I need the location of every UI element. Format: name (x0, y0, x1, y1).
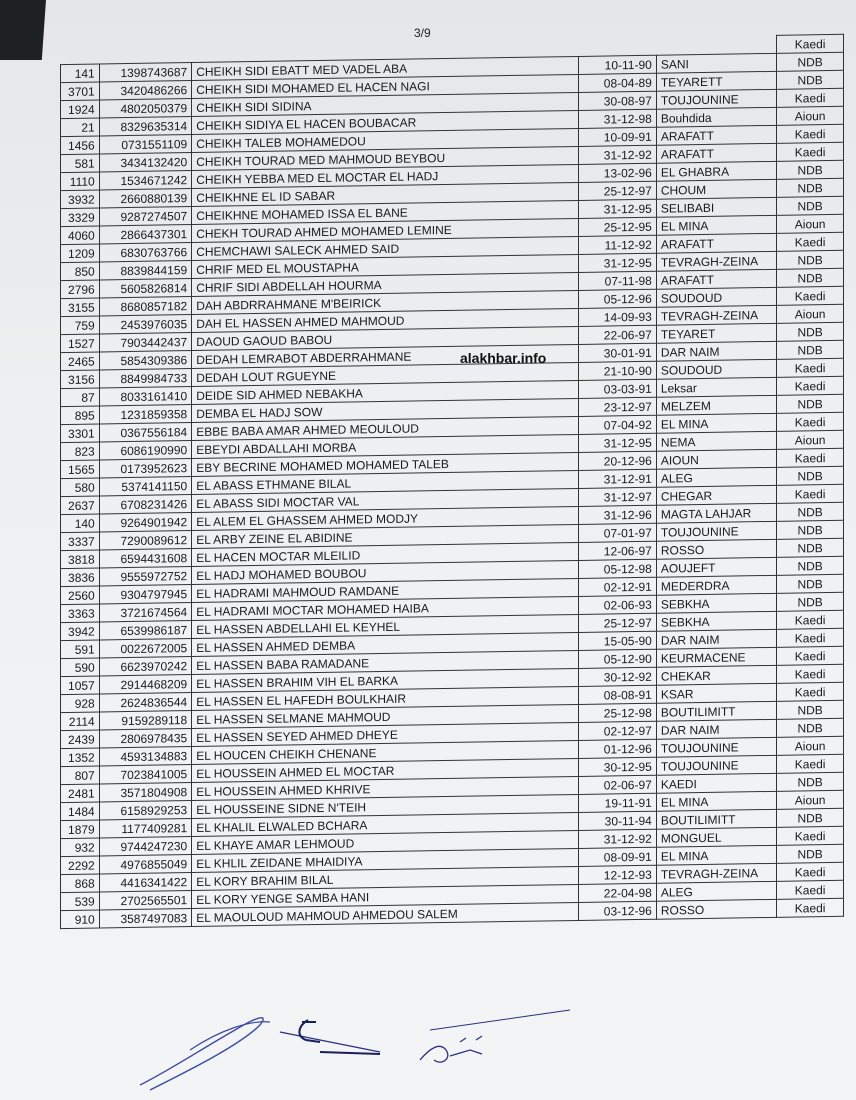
birth-date-cell: 25-12-95 (579, 217, 656, 236)
nni-cell: 4802050379 (99, 99, 191, 118)
destination-cell: NDB (777, 268, 844, 287)
birth-place-cell: BOUTILIMITT (656, 701, 776, 721)
birth-date-cell: 10-09-91 (579, 127, 656, 146)
row-id-cell: 3156 (61, 370, 100, 389)
birth-place-cell: SEBKHA (656, 611, 776, 631)
birth-place-cell: ARAFATT (656, 233, 776, 253)
nni-cell: 2914468209 (99, 675, 191, 694)
birth-place-cell: EL MINA (656, 215, 776, 235)
name-cell: EL KHALIL ELWALED BCHARA (192, 812, 579, 836)
nni-cell: 3587497083 (99, 909, 191, 928)
birth-place-cell: DAR NAIM (656, 719, 776, 739)
birth-place-cell: TEVRAGH-ZEINA (656, 251, 776, 271)
name-cell: CHEMCHAWI SALECK AHMED SAID (192, 236, 579, 260)
row-id-cell: 21 (61, 118, 100, 137)
birth-date-cell: 03-12-96 (579, 901, 656, 920)
row-id-cell: 2796 (61, 280, 100, 299)
nni-cell: 8033161410 (99, 387, 191, 406)
birth-date-cell: 05-12-96 (579, 289, 656, 308)
destination-cell: Kaedi (777, 664, 844, 683)
name-cell: EL ABASS ETHMANE BILAL (192, 470, 579, 494)
birth-date-cell: 13-02-96 (579, 163, 656, 182)
destination-cell: NDB (777, 160, 844, 179)
nni-cell: 0731551109 (99, 135, 191, 154)
nni-cell: 4976855049 (99, 855, 191, 874)
destination-cell: Kaedi (777, 232, 844, 251)
row-id-cell: 1565 (61, 460, 100, 479)
destination-cell: Aioun (777, 214, 844, 233)
birth-place-cell: MONGUEL (656, 827, 776, 847)
birth-place-cell: KAEDI (656, 773, 776, 793)
destination-cell: NDB (777, 592, 844, 611)
birth-place-cell: BOUTILIMITT (656, 809, 776, 829)
birth-place-cell: TOUJOUNINE (656, 737, 776, 757)
nni-cell: 6708231426 (99, 495, 191, 514)
name-cell: EBEYDI ABDALLAHI MORBA (192, 434, 579, 458)
birth-date-cell: 02-12-91 (579, 577, 656, 596)
destination-cell: Kaedi (777, 862, 844, 881)
row-id-cell: 1110 (61, 172, 100, 191)
destination-cell: Aioun (777, 430, 844, 449)
nni-cell: 4593134883 (99, 747, 191, 766)
birth-place-cell: DAR NAIM (656, 341, 776, 361)
birth-place-cell: AOUJEFT (656, 557, 776, 577)
name-cell: DEIDE SID AHMED NEBAKHA (192, 380, 579, 404)
birth-date-cell: 31-12-95 (579, 253, 656, 272)
destination-cell: Aioun (777, 790, 844, 809)
name-cell: EBY BECRINE MOHAMED MOHAMED TALEB (192, 452, 579, 476)
birth-place-cell: NEMA (656, 431, 776, 451)
birth-place-cell: ALEG (656, 467, 776, 487)
birth-date-cell: 05-12-98 (579, 559, 656, 578)
birth-date-cell: 31-12-97 (579, 487, 656, 506)
birth-date-cell: 02-12-97 (579, 721, 656, 740)
row-id-cell: 581 (61, 154, 100, 173)
destination-cell: Kaedi (777, 88, 844, 107)
row-id-cell: 759 (61, 316, 100, 335)
destination-cell: Kaedi (777, 376, 844, 395)
birth-date-cell: 11-12-92 (579, 235, 656, 254)
name-cell: DEMBA EL HADJ SOW (192, 398, 579, 422)
birth-place-cell: EL MINA (656, 413, 776, 433)
destination-cell: NDB (777, 466, 844, 485)
row-id-cell: 932 (61, 838, 100, 857)
birth-place-cell: KEURMACENE (656, 647, 776, 667)
birth-date-cell: 23-12-97 (579, 397, 656, 416)
destination-cell: NDB (777, 538, 844, 557)
nni-cell: 2624836544 (99, 693, 191, 712)
name-cell: EL MAOULOUD MAHMOUD AHMEDOU SALEM (192, 902, 579, 926)
name-cell: EL HOUSSEIN AHMED KHRIVE (192, 776, 579, 800)
birth-place-cell: EL MINA (656, 845, 776, 865)
registry-table-wrap (60, 34, 844, 929)
birth-date-cell: 05-12-90 (579, 649, 656, 668)
birth-place-cell: SEBKHA (656, 593, 776, 613)
birth-date-cell: 08-09-91 (579, 847, 656, 866)
name-cell: EL HADJ MOHAMED BOUBOU (192, 560, 579, 584)
birth-date-cell: 01-12-96 (579, 739, 656, 758)
destination-cell: NDB (777, 70, 844, 89)
birth-place-cell: ALEG (656, 881, 776, 901)
name-cell: EL HASSEN ABDELLAHI EL KEYHEL (192, 614, 579, 638)
nni-cell: 0173952623 (99, 459, 191, 478)
background-edge (0, 0, 46, 60)
name-cell: CHEIKH SIDIYA EL HACEN BOUBACAR (192, 110, 579, 134)
row-id-cell: 3301 (61, 424, 100, 443)
registry-table (60, 34, 844, 929)
destination-cell: NDB (777, 772, 844, 791)
nni-cell: 1177409281 (99, 819, 191, 838)
birth-place-cell: SANI (656, 53, 776, 73)
birth-date-cell: 14-09-93 (579, 307, 656, 326)
row-id-cell: 3155 (61, 298, 100, 317)
birth-place-cell: DAR NAIM (656, 629, 776, 649)
destination-cell: Kaedi (777, 286, 844, 305)
row-id-cell: 3329 (61, 208, 100, 227)
nni-cell: 2702565501 (99, 891, 191, 910)
nni-cell: 3721674564 (99, 603, 191, 622)
row-id-cell: 2439 (61, 730, 100, 749)
row-id-cell: 87 (61, 388, 100, 407)
destination-cell: Kaedi (777, 412, 844, 431)
nni-cell: 8839844159 (99, 261, 191, 280)
row-id-cell: 2481 (61, 784, 100, 803)
name-cell: DEDAH LOUT RGUEYNE (192, 362, 579, 386)
birth-place-cell: MELZEM (656, 395, 776, 415)
nni-cell: 9287274507 (99, 207, 191, 226)
birth-date-cell: 02-06-97 (579, 775, 656, 794)
birth-date-cell: 07-01-97 (579, 523, 656, 542)
birth-date-cell: 30-11-94 (579, 811, 656, 830)
birth-place-cell: SOUDOUD (656, 359, 776, 379)
nni-cell: 8680857182 (99, 297, 191, 316)
birth-place-cell: MAGTA LAHJAR (656, 503, 776, 523)
nni-cell: 2453976035 (99, 315, 191, 334)
destination-cell: NDB (777, 394, 844, 413)
row-id-cell: 2465 (61, 352, 100, 371)
destination-cell: NDB (777, 322, 844, 341)
destination-cell: NDB (777, 196, 844, 215)
handwritten-signature (130, 990, 650, 1100)
birth-place-cell: EL GHABRA (656, 161, 776, 181)
row-id-cell: 1924 (61, 100, 100, 119)
birth-date-cell: 22-04-98 (579, 883, 656, 902)
nni-cell: 7903442437 (99, 333, 191, 352)
destination-cell: Kaedi (777, 142, 844, 161)
name-cell: EL ARBY ZEINE EL ABIDINE (192, 524, 579, 548)
nni-cell: 8329635314 (99, 117, 191, 136)
birth-place-cell: TEYARETT (656, 71, 776, 91)
row-id-cell: 928 (61, 694, 100, 713)
name-cell: CHRIF MED EL MOUSTAPHA (192, 254, 579, 278)
destination-cell: NDB (777, 718, 844, 737)
row-id-cell: 823 (61, 442, 100, 461)
name-cell: CHEIKH TALEB MOHAMEDOU (192, 128, 579, 152)
nni-cell: 6158929253 (99, 801, 191, 820)
destination-cell: Kaedi (777, 610, 844, 629)
nni-cell: 6623970242 (99, 657, 191, 676)
name-cell: EL ALEM EL GHASSEM AHMED MODJY (192, 506, 579, 530)
row-id-cell: 1527 (61, 334, 100, 353)
destination-cell: NDB (777, 700, 844, 719)
name-cell: EL HASSEN EL HAFEDH BOULKHAIR (192, 686, 579, 710)
nni-cell: 3434132420 (99, 153, 191, 172)
nni-cell: 9159289118 (99, 711, 191, 730)
nni-cell: 2866437301 (99, 225, 191, 244)
birth-date-cell: 07-11-98 (579, 271, 656, 290)
destination-cell: NDB (777, 844, 844, 863)
row-id-cell: 141 (61, 64, 100, 83)
birth-date-cell: 31-12-92 (579, 145, 656, 164)
nni-cell: 4416341422 (99, 873, 191, 892)
birth-place-cell: TOUJOUNINE (656, 521, 776, 541)
name-cell: CHEIKH SIDI EBATT MED VADEL ABA (192, 56, 579, 80)
destination-cell: Kaedi (777, 646, 844, 665)
nni-cell: 5854309386 (99, 351, 191, 370)
birth-date-cell: 31-12-96 (579, 505, 656, 524)
birth-date-cell: 25-12-97 (579, 181, 656, 200)
nni-cell: 1231859358 (99, 405, 191, 424)
nni-cell: 3420486266 (99, 81, 191, 100)
destination-cell: Kaedi (777, 124, 844, 143)
destination-cell: NDB (777, 556, 844, 575)
birth-date-cell: 08-08-91 (579, 685, 656, 704)
row-id-cell: 1352 (61, 748, 100, 767)
destination-cell: Kaedi (777, 682, 844, 701)
name-cell: EL HASSEN BRAHIM VIH EL BARKA (192, 668, 579, 692)
row-id-cell: 539 (61, 892, 100, 911)
birth-date-cell: 30-12-92 (579, 667, 656, 686)
name-cell: EL HASSEN SELMANE MAHMOUD (192, 704, 579, 728)
nni-cell: 1534671242 (99, 171, 191, 190)
name-cell: CHEIKH SIDI MOHAMED EL HACEN NAGI (192, 74, 579, 98)
birth-date-cell: 31-12-95 (579, 433, 656, 452)
destination-cell: Kaedi (777, 826, 844, 845)
name-cell: CHEIKH YEBBA MED EL MOCTAR EL HADJ (192, 164, 579, 188)
row-id-cell: 2560 (61, 586, 100, 605)
row-id-cell: 1209 (61, 244, 100, 263)
name-cell: CHEIKHNE MOHAMED ISSA EL BANE (192, 200, 579, 224)
nni-cell: 3571804908 (99, 783, 191, 802)
birth-place-cell: TEVRAGH-ZEINA (656, 863, 776, 883)
birth-place-cell: TEYARET (656, 323, 776, 343)
birth-date-cell: 20-12-96 (579, 451, 656, 470)
row-id-cell: 590 (61, 658, 100, 677)
nni-cell: 6086190990 (99, 441, 191, 460)
birth-date-cell: 31-12-91 (579, 469, 656, 488)
birth-place-cell: CHEGAR (656, 485, 776, 505)
destination-cell: Kaedi (777, 628, 844, 647)
destination-cell: NDB (777, 502, 844, 521)
name-cell: EL HADRAMI MOCTAR MOHAMED HAIBA (192, 596, 579, 620)
nni-cell: 9264901942 (99, 513, 191, 532)
row-id-cell: 4060 (61, 226, 100, 245)
birth-place-cell: Leksar (656, 377, 776, 397)
nni-cell: 6539986187 (99, 621, 191, 640)
row-id-cell: 3932 (61, 190, 100, 209)
name-cell: DAH ABDRRAHMANE M'BEIRICK (192, 290, 579, 314)
birth-date-cell: 31-12-95 (579, 199, 656, 218)
name-cell: DEDAH LEMRABOT ABDERRAHMANE (192, 344, 579, 368)
birth-place-cell: MEDERDRA (656, 575, 776, 595)
row-id-cell: 580 (61, 478, 100, 497)
destination-cell: Kaedi (777, 898, 844, 917)
destination-cell: Kaedi (777, 358, 844, 377)
destination-cell: Kaedi (777, 484, 844, 503)
birth-place-cell: TOUJOUNINE (656, 89, 776, 109)
row-id-cell: 3836 (61, 568, 100, 587)
destination-cell: Kaedi (777, 880, 844, 899)
row-id-cell: 868 (61, 874, 100, 893)
birth-date-cell: 02-06-93 (579, 595, 656, 614)
top-destination-cell: Kaedi (777, 34, 844, 53)
watermark-text: alakhbar.info (460, 350, 547, 366)
birth-date-cell: 22-06-97 (579, 325, 656, 344)
birth-place-cell: ARAFATT (656, 269, 776, 289)
birth-date-cell: 31-12-92 (579, 829, 656, 848)
row-id-cell: 1879 (61, 820, 100, 839)
birth-date-cell: 30-01-91 (579, 343, 656, 362)
destination-cell: Aioun (777, 106, 844, 125)
birth-date-cell: 08-04-89 (579, 73, 656, 92)
birth-date-cell: 12-12-93 (579, 865, 656, 884)
birth-date-cell: 21-10-90 (579, 361, 656, 380)
birth-place-cell: ROSSO (656, 899, 776, 919)
birth-place-cell: SELIBABI (656, 197, 776, 217)
row-id-cell: 3337 (61, 532, 100, 551)
birth-date-cell: 03-03-91 (579, 379, 656, 398)
row-id-cell: 850 (61, 262, 100, 281)
destination-cell: Kaedi (777, 448, 844, 467)
row-id-cell: 3701 (61, 82, 100, 101)
birth-date-cell: 15-05-90 (579, 631, 656, 650)
name-cell: EL KHLIL ZEIDANE MHAIDIYA (192, 848, 579, 872)
name-cell: DAH EL HASSEN AHMED MAHMOUD (192, 308, 579, 332)
name-cell: EL HOUSSEINE SIDNE N'TEIH (192, 794, 579, 818)
name-cell: EL HASSEN AHMED DEMBA (192, 632, 579, 656)
birth-place-cell: ARAFATT (656, 125, 776, 145)
destination-cell: NDB (777, 250, 844, 269)
nni-cell: 5605826814 (99, 279, 191, 298)
birth-place-cell: SOUDOUD (656, 287, 776, 307)
destination-cell: Aioun (777, 736, 844, 755)
name-cell: CHEIKH TOURAD MED MAHMOUD BEYBOU (192, 146, 579, 170)
birth-date-cell: 07-04-92 (579, 415, 656, 434)
row-id-cell: 591 (61, 640, 100, 659)
row-id-cell: 3818 (61, 550, 100, 569)
name-cell: EL KORY BRAHIM BILAL (192, 866, 579, 890)
nni-cell: 9304797945 (99, 585, 191, 604)
destination-cell: NDB (777, 574, 844, 593)
destination-cell: Aioun (777, 304, 844, 323)
birth-date-cell: 10-11-90 (579, 55, 656, 74)
name-cell: CHRIF SIDI ABDELLAH HOURMA (192, 272, 579, 296)
nni-cell: 0022672005 (99, 639, 191, 658)
birth-date-cell: 30-12-95 (579, 757, 656, 776)
page-number: 3/9 (414, 26, 431, 40)
row-id-cell: 910 (61, 910, 100, 929)
birth-place-cell: AIOUN (656, 449, 776, 469)
name-cell: EL HASSEN BABA RAMADANE (192, 650, 579, 674)
birth-place-cell: ARAFATT (656, 143, 776, 163)
row-id-cell: 895 (61, 406, 100, 425)
birth-place-cell: Bouhdida (656, 107, 776, 127)
name-cell: CHEKH TOURAD AHMED MOHAMED LEMINE (192, 218, 579, 242)
name-cell: EL KHAYE AMAR LEHMOUD (192, 830, 579, 854)
nni-cell: 7023841005 (99, 765, 191, 784)
birth-place-cell: CHOUM (656, 179, 776, 199)
nni-cell: 2806978435 (99, 729, 191, 748)
nni-cell: 1398743687 (99, 63, 191, 82)
nni-cell: 8849984733 (99, 369, 191, 388)
nni-cell: 6594431608 (99, 549, 191, 568)
birth-date-cell: 25-12-97 (579, 613, 656, 632)
destination-cell: NDB (777, 340, 844, 359)
nni-cell: 9744247230 (99, 837, 191, 856)
name-cell: CHEIKHNE EL ID SABAR (192, 182, 579, 206)
birth-place-cell: TOUJOUNINE (656, 755, 776, 775)
birth-date-cell: 30-08-97 (579, 91, 656, 110)
destination-cell: NDB (777, 52, 844, 71)
nni-cell: 9555972752 (99, 567, 191, 586)
row-id-cell: 1484 (61, 802, 100, 821)
row-id-cell: 807 (61, 766, 100, 785)
row-id-cell: 1456 (61, 136, 100, 155)
row-id-cell: 3363 (61, 604, 100, 623)
birth-date-cell: 12-06-97 (579, 541, 656, 560)
birth-date-cell: 19-11-91 (579, 793, 656, 812)
birth-place-cell: KSAR (656, 683, 776, 703)
birth-date-cell: 31-12-98 (579, 109, 656, 128)
nni-cell: 7290089612 (99, 531, 191, 550)
row-id-cell: 2637 (61, 496, 100, 515)
nni-cell: 6830763766 (99, 243, 191, 262)
row-id-cell: 140 (61, 514, 100, 533)
name-cell: CHEIKH SIDI SIDINA (192, 92, 579, 116)
name-cell: DAOUD GAOUD BABOU (192, 326, 579, 350)
nni-cell: 2660880139 (99, 189, 191, 208)
destination-cell: NDB (777, 178, 844, 197)
name-cell: EBBE BABA AMAR AHMED MEOULOUD (192, 416, 579, 440)
destination-cell: NDB (777, 808, 844, 827)
row-id-cell: 1057 (61, 676, 100, 695)
name-cell: EL HASSEN SEYED AHMED DHEYE (192, 722, 579, 746)
name-cell: EL HADRAMI MAHMOUD RAMDANE (192, 578, 579, 602)
name-cell: EL KORY YENGE SAMBA HANI (192, 884, 579, 908)
row-id-cell: 3942 (61, 622, 100, 641)
row-id-cell: 2114 (61, 712, 100, 731)
birth-date-cell: 25-12-98 (579, 703, 656, 722)
name-cell: EL HACEN MOCTAR MLEILID (192, 542, 579, 566)
name-cell: EL HOUSSEIN AHMED EL MOCTAR (192, 758, 579, 782)
birth-place-cell: CHEKAR (656, 665, 776, 685)
row-id-cell: 2292 (61, 856, 100, 875)
birth-place-cell: EL MINA (656, 791, 776, 811)
nni-cell: 5374141150 (99, 477, 191, 496)
destination-cell: Kaedi (777, 754, 844, 773)
nni-cell: 0367556184 (99, 423, 191, 442)
birth-place-cell: ROSSO (656, 539, 776, 559)
destination-cell: NDB (777, 520, 844, 539)
name-cell: EL HOUCEN CHEIKH CHENANE (192, 740, 579, 764)
birth-place-cell: TEVRAGH-ZEINA (656, 305, 776, 325)
name-cell: EL ABASS SIDI MOCTAR VAL (192, 488, 579, 512)
